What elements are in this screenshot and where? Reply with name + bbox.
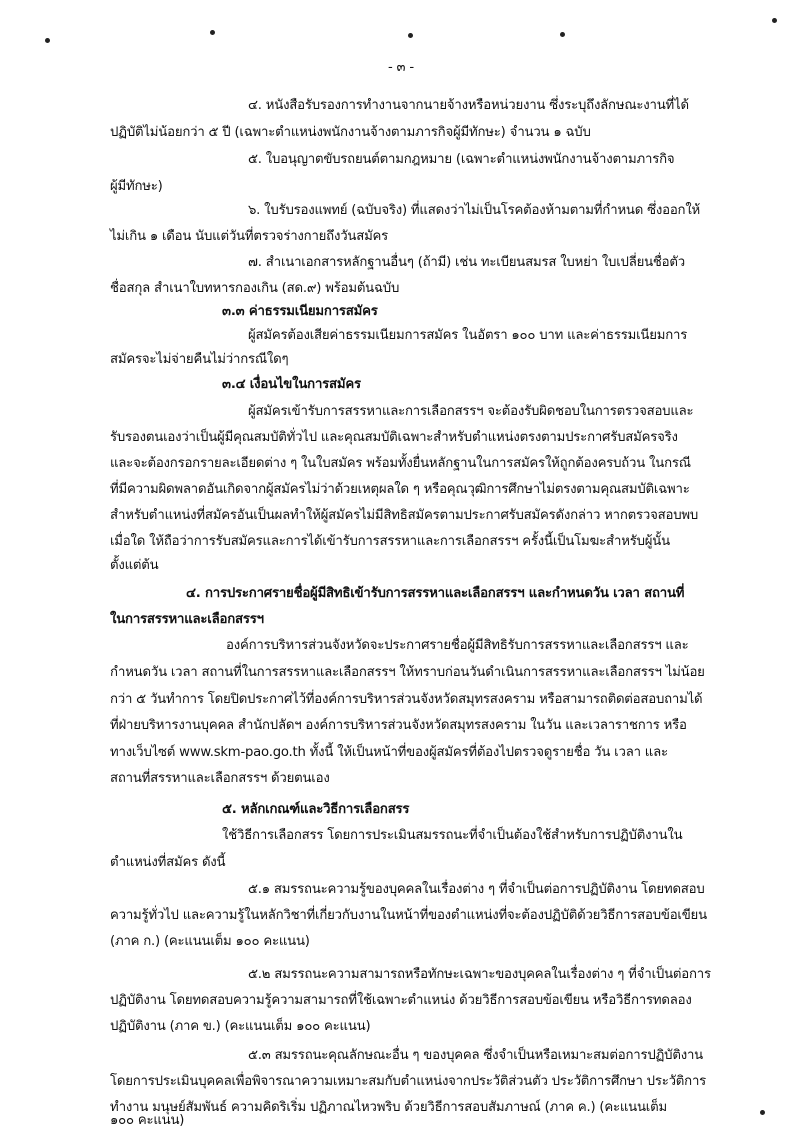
scan-speck	[560, 32, 565, 37]
page-number: - ๓ -	[388, 60, 414, 75]
section-3-3-line-1: ผู้สมัครต้องเสียค่าธรรมเนียมการสมัคร ในอัตรา ๑๐๐ บาท และค่าธรรมเนียมการ	[248, 328, 688, 343]
item-5-2-line-3: ปฏิบัติงาน (ภาค ข.) (คะแนนเต็ม ๑๐๐ คะแนน)	[110, 1019, 371, 1034]
section-4-line-5: ทางเว็บไซต์ www.skm-pao.go.th ทั้งนี้ ให้เป็นหน้าที่ของผู้สมัครที่ต้องไปตรวจดูรายชื่อ วัน เวลา และ	[110, 745, 668, 760]
item-5-line-2: ผู้มีทักษะ)	[110, 179, 163, 194]
section-4-heading-line-2: ในการสรรหาและเลือกสรรฯ	[110, 612, 264, 627]
section-4-line-3: กว่า ๕ วันทำการ โดยปิดประกาศไว้ที่องค์การบริหารส่วนจังหวัดสมุทรสงคราม หรือสามารถติดต่อสอบถามได้	[110, 692, 703, 707]
item-5-3-line-4: ๑๐๐ คะแนน)	[110, 1113, 185, 1128]
section-3-4-line-2: รับรองตนเองว่าเป็นผู้มีคุณสมบัติทั่วไป และคุณสมบัติเฉพาะสำหรับตำแหน่งตรงตามประกาศรับสมัครจริง	[110, 430, 678, 445]
item-5-2-line-1: ๕.๒ สมรรถนะความสามารถหรือทักษะเฉพาะของบุคคลในเรื่องต่าง ๆ ที่จำเป็นต่อการ	[248, 967, 711, 982]
item-5-3-line-2: โดยการประเมินบุคคลเพื่อพิจารณาความเหมาะสมกับตำแหน่งจากประวัติส่วนตัว ประวัติการศึกษา ประวัติการ	[110, 1074, 707, 1089]
item-7-line-2: ชื่อสกุล สำเนาใบทหารกองเกิน (สด.๙) พร้อมต้นฉบับ	[110, 281, 400, 296]
section-4-line-1: องค์การบริหารส่วนจังหวัดจะประกาศรายชื่อผู้มีสิทธิรับการสรรหาและเลือกสรรฯ และ	[226, 638, 689, 653]
scan-speck	[210, 30, 215, 35]
section-3-4-line-6: เมื่อใด ให้ถือว่าการรับสมัครและการได้เข้ารับการสรรหาและการเลือกสรรฯ ครั้งนี้เป็นโมฆะสำหรับผู้นั้น	[110, 534, 670, 549]
item-4-line-2: ปฏิบัติไม่น้อยกว่า ๕ ปี (เฉพาะตำแหน่งพนักงานจ้างตามภารกิจผู้มีทักษะ) จำนวน ๑ ฉบับ	[110, 125, 591, 140]
section-5-heading: ๕. หลักเกณฑ์และวิธีการเลือกสรร	[222, 802, 410, 817]
section-3-4-line-4: ที่มีความผิดพลาดอันเกิดจากผู้สมัครไม่ว่าด้วยเหตุผลใด ๆ หรือคุณวุฒิการศึกษาไม่ตรงตามคุณสมบัติเฉพาะ	[110, 482, 690, 497]
scan-speck	[772, 18, 777, 23]
item-5-1-line-1: ๕.๑ สมรรถนะความรู้ของบุคคลในเรื่องต่าง ๆ ที่จำเป็นต่อการปฏิบัติงาน โดยทดสอบ	[248, 882, 705, 897]
section-4-line-2: กำหนดวัน เวลา สถานที่ในการสรรหาและเลือกสรรฯ ให้ทราบก่อนวันดำเนินการสรรหาและเลือกสรรฯ ไม่น้อย	[110, 665, 705, 680]
section-4-line-4: ที่ฝ่ายบริหารงานบุคคล สำนักปลัดฯ องค์การบริหารส่วนจังหวัดสมุทรสงคราม ในวัน และเวลาราชการ หรือ	[110, 718, 687, 733]
item-6-line-1: ๖. ใบรับรองแพทย์ (ฉบับจริง) ที่แสดงว่าไม่เป็นโรคต้องห้ามตามที่กำหนด ซึ่งออกให้	[248, 203, 701, 218]
section-4-heading-line-1: ๔. การประกาศรายชื่อผู้มีสิทธิเข้ารับการสรรหาและเลือกสรรฯ และกำหนดวัน เวลา สถานที่	[186, 586, 685, 601]
item-4-line-1: ๔. หนังสือรับรองการทำงานจากนายจ้างหรือหน่วยงาน ซึ่งระบุถึงลักษณะงานที่ได้	[248, 98, 689, 113]
section-3-4-line-3: และจะต้องกรอกรายละเอียดต่าง ๆ ในใบสมัคร พร้อมทั้งยื่นหลักฐานในการสมัครให้ถูกต้องครบถ้วน ในกรณี	[110, 456, 691, 471]
item-5-1-line-2: ความรู้ทั่วไป และความรู้ในหลักวิชาที่เกี่ยวกับงานในหน้าที่ของตำแหน่งที่จะต้องปฏิบัติด้วยวิธีการสอบข้อเขียน	[110, 908, 707, 923]
section-4-line-6: สถานที่สรรหาและเลือกสรรฯ ด้วยตนเอง	[110, 771, 330, 786]
section-3-3-heading: ๓.๓ ค่าธรรมเนียมการสมัคร	[222, 304, 378, 319]
section-3-4-line-7: ตั้งแต่ต้น	[110, 558, 159, 573]
section-3-3-line-2: สมัครจะไม่จ่ายคืนไม่ว่ากรณีใดๆ	[110, 352, 289, 367]
section-3-4-line-5: สำหรับตำแหน่งที่สมัครอันเป็นผลทำให้ผู้สมัครไม่มีสิทธิสมัครตามประกาศรับสมัครดังกล่าว หากตรวจสอบพบ	[110, 508, 699, 523]
section-3-4-heading: ๓.๔ เงื่อนไขในการสมัคร	[222, 377, 361, 392]
section-5-line-1: ใช้วิธีการเลือกสรร โดยการประเมินสมรรถนะที่จำเป็นต้องใช้สำหรับการปฏิบัติงานใน	[222, 828, 683, 843]
item-5-1-line-3: (ภาค ก.) (คะแนนเต็ม ๑๐๐ คะแนน)	[110, 934, 310, 949]
item-5-3-line-1: ๕.๓ สมรรถนะคุณลักษณะอื่น ๆ ของบุคคล ซึ่งจำเป็นหรือเหมาะสมต่อการปฏิบัติงาน	[248, 1048, 703, 1063]
section-3-4-line-1: ผู้สมัครเข้ารับการสรรหาและการเลือกสรรฯ จะต้องรับผิดชอบในการตรวจสอบและ	[248, 404, 694, 419]
item-5-line-1: ๕. ใบอนุญาตขับรถยนต์ตามกฎหมาย (เฉพาะตำแหน่งพนักงานจ้างตามภารกิจ	[248, 152, 675, 167]
scan-speck	[760, 1110, 765, 1115]
scan-speck	[408, 33, 413, 38]
scan-speck	[45, 38, 50, 43]
item-6-line-2: ไม่เกิน ๑ เดือน นับแต่วันที่ตรวจร่างกายถึงวันสมัคร	[110, 229, 389, 244]
section-5-line-2: ตำแหน่งที่สมัคร ดังนี้	[110, 855, 226, 870]
item-7-line-1: ๗. สำเนาเอกสารหลักฐานอื่นๆ (ถ้ามี) เช่น ทะเบียนสมรส ใบหย่า ใบเปลี่ยนชื่อตัว	[248, 255, 685, 270]
item-5-2-line-2: ปฏิบัติงาน โดยทดสอบความรู้ความสามารถที่ใช้เฉพาะตำแหน่ง ด้วยวิธีการสอบข้อเขียน หรือวิธีการทดลอง	[110, 993, 692, 1008]
item-5-3-line-3: ทำงาน มนุษย์สัมพันธ์ ความคิดริเริ่ม ปฏิภาณไหวพริบ ด้วยวิธีการสอบสัมภาษณ์ (ภาค ค.) (คะแนนเต็ม	[110, 1100, 667, 1115]
